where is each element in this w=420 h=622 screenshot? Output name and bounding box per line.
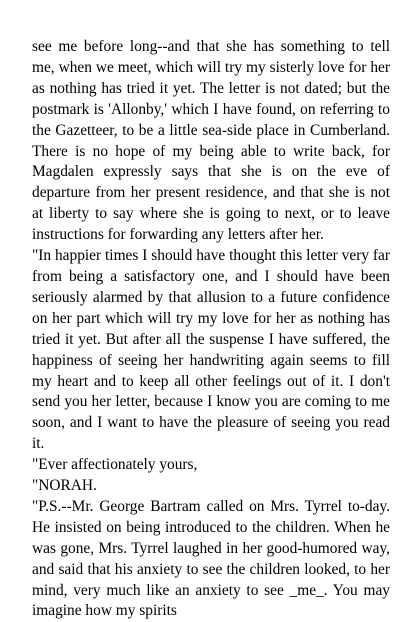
paragraph-happier-times: "In happier times I should have thought this letter very far from being a satisfactory one, and I should have been seriously alarmed by that allusion to a future confidence on her part which will try my love for her as nothing has tried it yet. But after all the suspense I have suffered, the happiness of seeing her handwriting again seems to fill my heart and to keep all other feelings out of it. I don't send you her letter, because I know you are coming to me soon, and I want to have the pleasure of seeing you read it.: [32, 247, 390, 453]
paragraph-postscript: "P.S.--Mr. George Bartram called on Mrs. Tyrrel to-day. He insisted on being introduced to the children. When he was gone, Mrs. Tyrrel laughed in her good-humored way, and said that his anxiety to see the children looked, to her mind, very much like an anxiety to see _me_. You may imagine how my spirits: [32, 497, 390, 620]
document-page: [32, 37, 390, 622]
paragraph-signature: "NORAH.: [32, 477, 97, 495]
paragraph-closing: "Ever affectionately yours,: [32, 456, 198, 474]
paragraph-letter-continuation: see me before long--and that she has something to tell me, when we meet, which will try my sisterly love for her as nothing has tried it yet. The letter is not dated; but the postmark is 'Allonby,' which I have found, on referring to the Gazetteer, to be a little sea-side place in Cumberland. There is no hope of my being able to write back, for Magdalen expressly says that she is on the eve of departure from her present residence, and that she is not at liberty to say where she is going to next, or to leave instructions for forwarding any letters after her.: [32, 38, 390, 244]
